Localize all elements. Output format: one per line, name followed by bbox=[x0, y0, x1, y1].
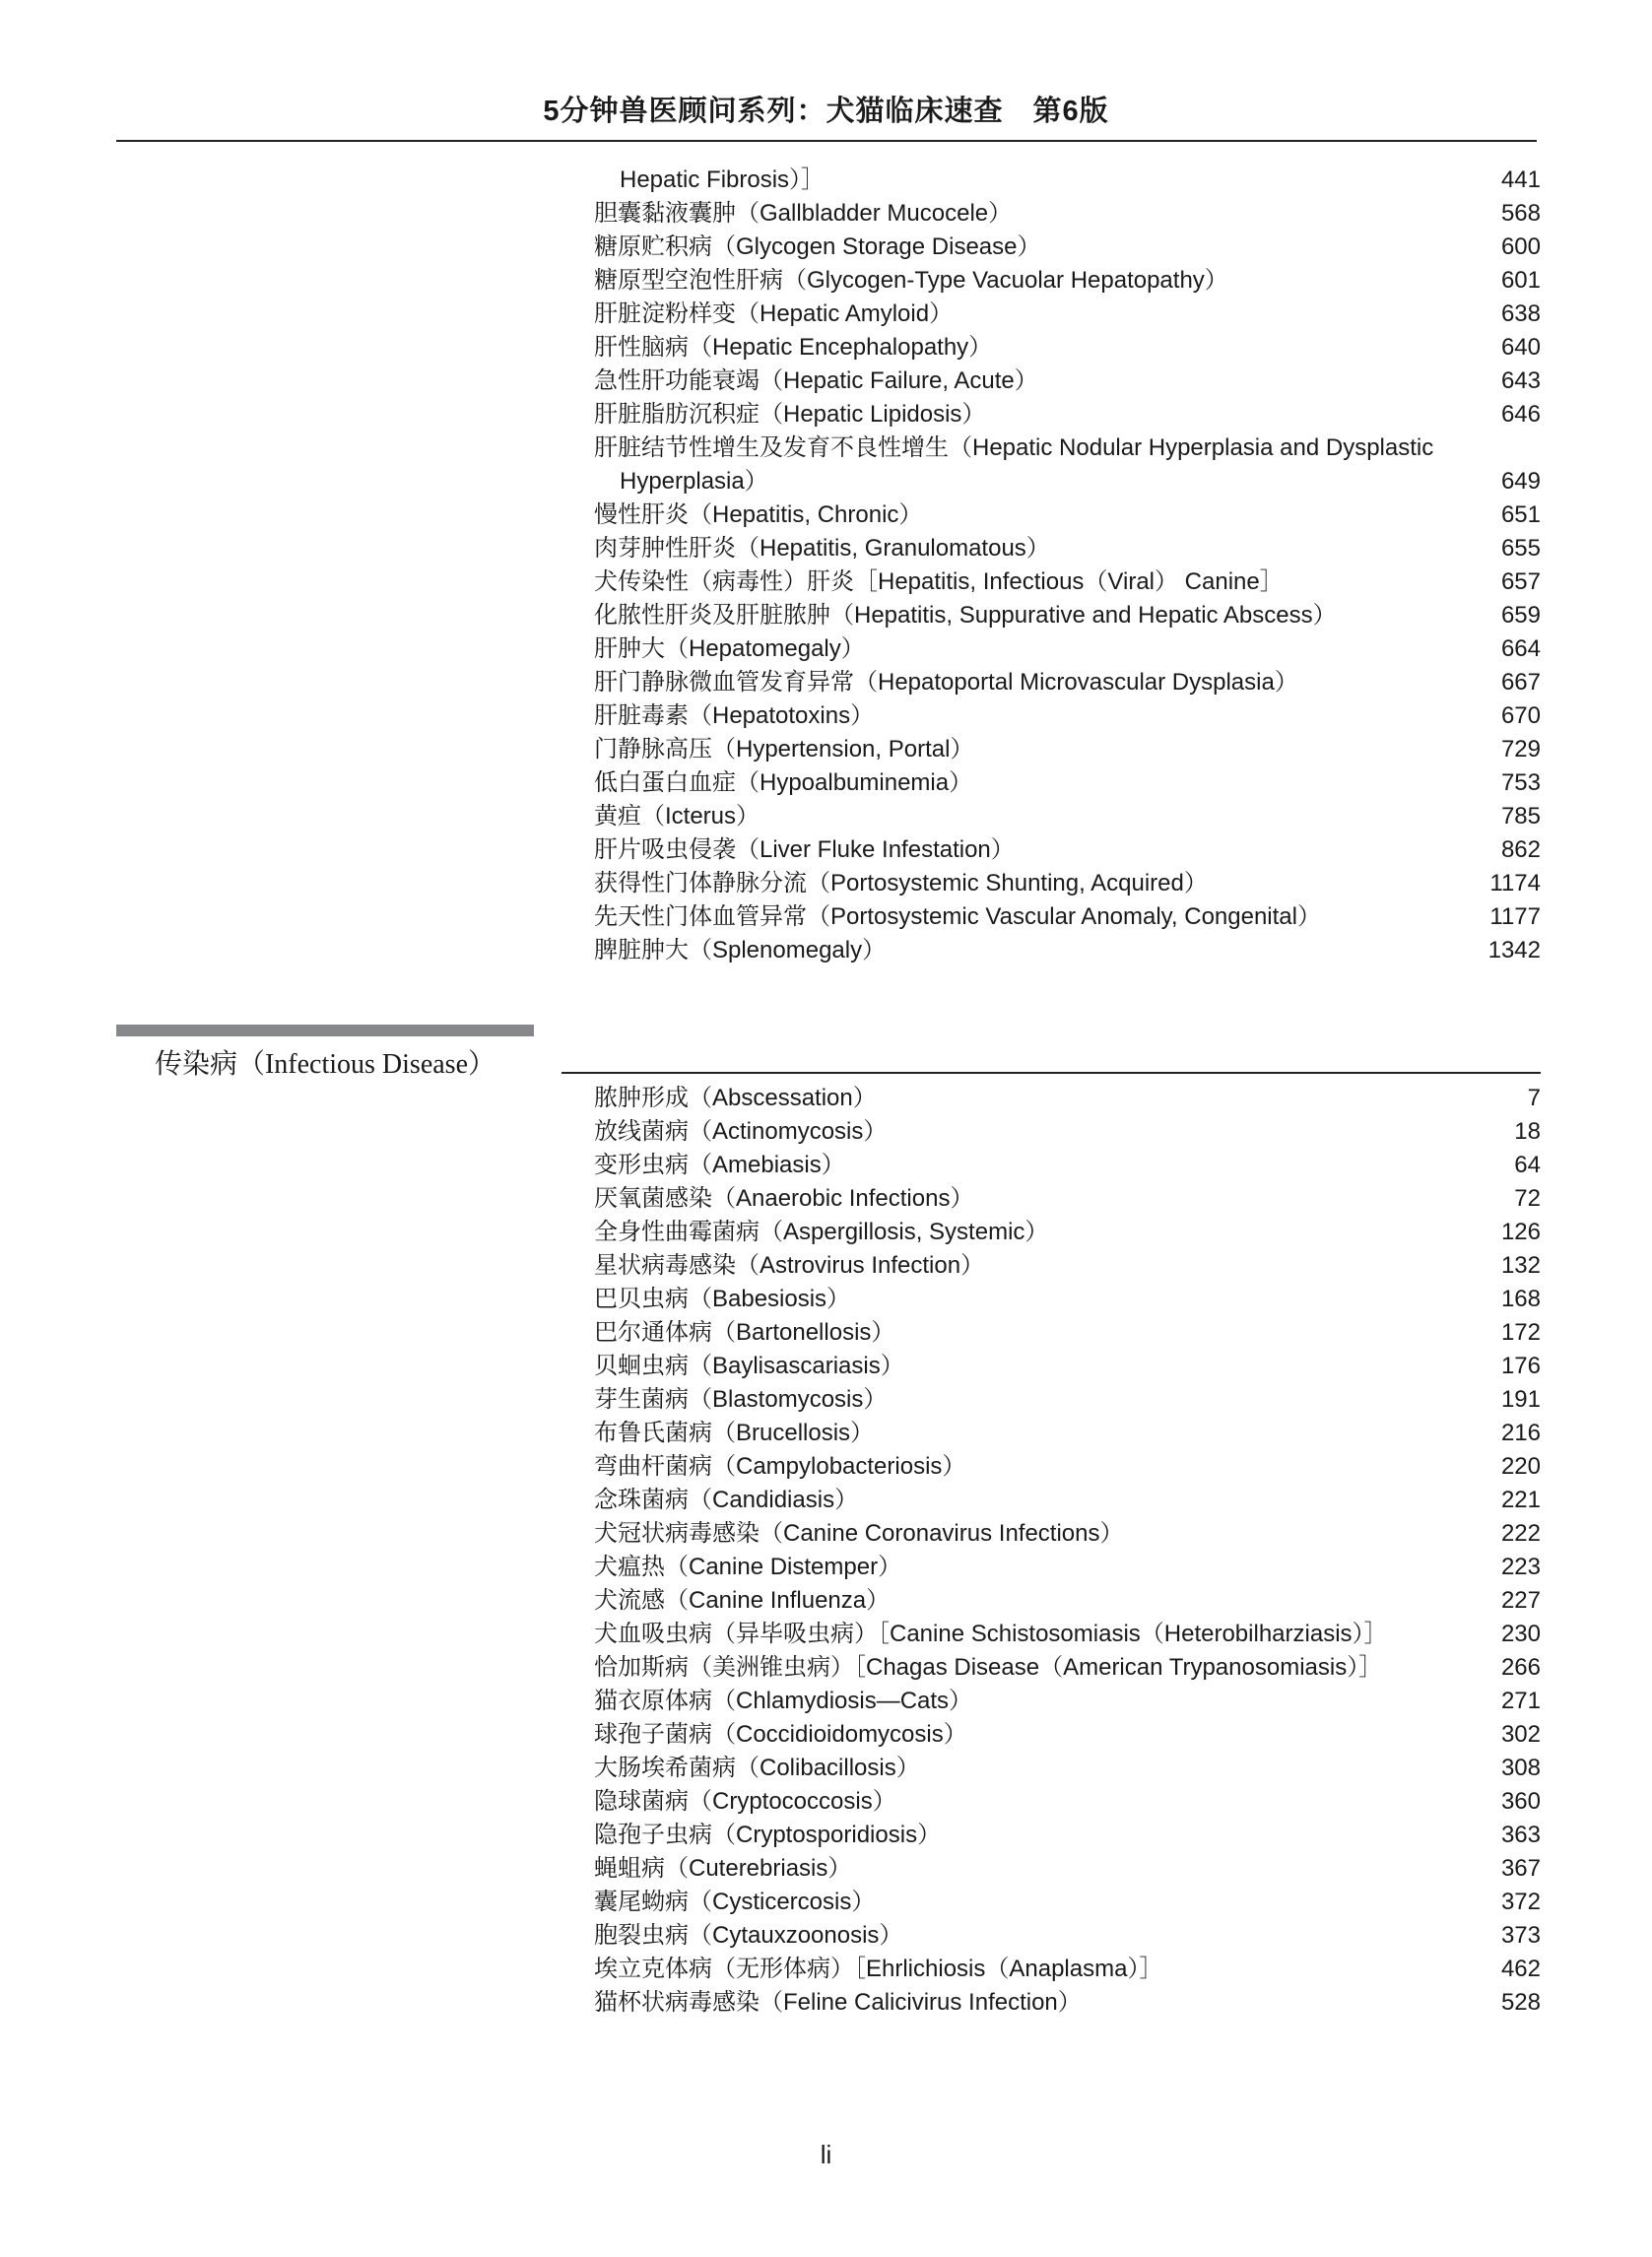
toc-entry-page: 1174 bbox=[1489, 870, 1541, 896]
toc-row bbox=[594, 800, 1541, 833]
toc-entry-title: 肝性脑病（Hepatic Encephalopathy） bbox=[594, 334, 993, 361]
toc-row bbox=[594, 599, 1541, 632]
toc-row bbox=[594, 331, 1541, 365]
toc-row bbox=[562, 1182, 1541, 1216]
toc-row bbox=[594, 532, 1541, 565]
toc-entry-title: 大肠埃希菌病（Colibacillosis） bbox=[594, 1755, 920, 1781]
toc-row bbox=[594, 632, 1541, 666]
toc-entry-page: 785 bbox=[1500, 803, 1541, 830]
toc-entry-title: 肝脏结节性增生及发育不良性增生（Hepatic Nodular Hyperplasia and Dysplastic bbox=[594, 434, 1434, 461]
toc-entry-title: 慢性肝炎（Hepatitis, Chronic） bbox=[594, 501, 923, 528]
toc-entry-page: 360 bbox=[1500, 1788, 1541, 1815]
toc-row bbox=[562, 1450, 1541, 1484]
toc-entry-page: 649 bbox=[1500, 468, 1541, 495]
toc-entry-title: 布鲁氏菌病（Brucellosis） bbox=[594, 1420, 875, 1446]
toc-entry-page: 168 bbox=[1500, 1286, 1541, 1312]
toc-entry-page: 1342 bbox=[1487, 937, 1541, 963]
toc-row bbox=[562, 1283, 1541, 1316]
toc-row bbox=[562, 1886, 1541, 1919]
toc-entry-title: 肝脏淀粉样变（Hepatic Amyloid） bbox=[594, 300, 954, 327]
toc-entry-title: 囊尾蚴病（Cysticercosis） bbox=[594, 1889, 876, 1915]
toc-entry-page: 132 bbox=[1500, 1252, 1541, 1279]
toc-entry-title: 糖原贮积病（Glycogen Storage Disease） bbox=[594, 233, 1041, 260]
toc-entry-title: 先天性门体血管异常（Portosystemic Vascular Anomaly, Congenital） bbox=[594, 903, 1321, 930]
toc-entry-page: 655 bbox=[1500, 535, 1541, 562]
toc-row bbox=[594, 365, 1541, 398]
toc-row bbox=[562, 1986, 1541, 2020]
toc-entry-title: Hepatic Fibrosis）］ bbox=[620, 166, 826, 193]
toc-entry-title: 隐球菌病（Cryptococcosis） bbox=[594, 1788, 896, 1815]
toc-entry-page: 308 bbox=[1500, 1755, 1541, 1781]
toc-entry-page: 230 bbox=[1500, 1621, 1541, 1647]
toc-row bbox=[594, 498, 1541, 532]
toc-entry-title: 贝蛔虫病（Baylisascariasis） bbox=[594, 1353, 904, 1379]
toc-entry-title: 肝肿大（Hepatomegaly） bbox=[594, 635, 865, 662]
toc-row bbox=[562, 1953, 1541, 1986]
toc-row bbox=[594, 900, 1541, 934]
toc-entry-page: 191 bbox=[1500, 1386, 1541, 1413]
toc-entry-page: 643 bbox=[1500, 367, 1541, 394]
toc-entry-title: 犬血吸虫病（异毕吸虫病）［Canine Schistosomiasis（Heterobilharziasis）］ bbox=[594, 1621, 1388, 1647]
toc-entry-title: 巴尔通体病（Bartonellosis） bbox=[594, 1319, 895, 1346]
toc-entry-title: 恰加斯病（美洲锥虫病）［Chagas Disease（American Trypanosomiasis）］ bbox=[594, 1654, 1383, 1681]
page-number: li bbox=[820, 2140, 832, 2169]
toc-entry-page: 528 bbox=[1500, 1989, 1541, 2016]
toc-row bbox=[562, 1484, 1541, 1517]
toc-entry-page: 373 bbox=[1500, 1922, 1541, 1949]
toc-entry-page: 462 bbox=[1500, 1956, 1541, 1982]
toc-row bbox=[562, 1082, 1541, 1115]
toc-row bbox=[562, 1350, 1541, 1383]
toc-entry-title: 埃立克体病（无形体病）［Ehrlichiosis（Anaplasma）］ bbox=[594, 1956, 1163, 1982]
toc-entry-title: 犬瘟热（Canine Distemper） bbox=[594, 1554, 902, 1580]
toc-entry-page: 664 bbox=[1500, 635, 1541, 662]
toc-row bbox=[562, 1685, 1541, 1718]
toc-row bbox=[562, 1852, 1541, 1886]
toc-entry-title: Hyperplasia） bbox=[620, 468, 768, 495]
toc-entry-title: 急性肝功能衰竭（Hepatic Failure, Acute） bbox=[594, 367, 1038, 394]
toc-row bbox=[594, 699, 1541, 733]
toc-entry-title: 肉芽肿性肝炎（Hepatitis, Granulomatous） bbox=[594, 535, 1050, 562]
toc-entry-title: 获得性门体静脉分流（Portosystemic Shunting, Acquired） bbox=[594, 870, 1208, 896]
toc-entry-page: 670 bbox=[1500, 702, 1541, 729]
toc-row bbox=[594, 733, 1541, 766]
toc-row bbox=[594, 766, 1541, 800]
toc-entry-page: 72 bbox=[1514, 1185, 1541, 1212]
toc-row bbox=[562, 1249, 1541, 1283]
toc-entry-page: 862 bbox=[1500, 836, 1541, 863]
toc-entry-title: 弯曲杆菌病（Campylobacteriosis） bbox=[594, 1453, 966, 1480]
toc-entry-title: 全身性曲霉菌病（Aspergillosis, Systemic） bbox=[594, 1219, 1049, 1245]
toc-entry-page: 216 bbox=[1500, 1420, 1541, 1446]
section-divider-bar bbox=[116, 1025, 534, 1036]
toc-entry-title: 球孢子菌病（Coccidioidomycosis） bbox=[594, 1721, 967, 1748]
toc-entry-page: 657 bbox=[1500, 568, 1541, 595]
toc-row bbox=[594, 264, 1541, 298]
toc-row bbox=[594, 164, 1541, 197]
toc-entry-title: 肝脏毒素（Hepatotoxins） bbox=[594, 702, 875, 729]
toc-entry-title: 芽生菌病（Blastomycosis） bbox=[594, 1386, 888, 1413]
toc-entry-page: 266 bbox=[1500, 1654, 1541, 1681]
toc-row bbox=[562, 1383, 1541, 1417]
toc-row bbox=[562, 1115, 1541, 1149]
toc-entry-page: 659 bbox=[1500, 602, 1541, 629]
toc-row bbox=[562, 1919, 1541, 1953]
toc-entry-title: 胆囊黏液囊肿（Gallbladder Mucocele） bbox=[594, 200, 1013, 227]
toc-entry-title: 肝门静脉微血管发育异常（Hepatoportal Microvascular Dysplasia） bbox=[594, 669, 1298, 696]
toc-entry-page: 1177 bbox=[1489, 903, 1541, 930]
toc-list-liver-continued bbox=[594, 164, 1541, 967]
toc-entry-title: 厌氧菌感染（Anaerobic Infections） bbox=[594, 1185, 974, 1212]
toc-row bbox=[562, 1785, 1541, 1819]
toc-row bbox=[594, 666, 1541, 699]
toc-row bbox=[562, 1316, 1541, 1350]
toc-entry-title: 隐孢子虫病（Cryptosporidiosis） bbox=[594, 1822, 942, 1848]
toc-entry-title: 门静脉高压（Hypertension, Portal） bbox=[594, 736, 974, 763]
toc-row bbox=[562, 1417, 1541, 1450]
toc-entry-title: 星状病毒感染（Astrovirus Infection） bbox=[594, 1252, 985, 1279]
toc-row bbox=[562, 1718, 1541, 1752]
toc-row bbox=[594, 867, 1541, 900]
toc-row bbox=[594, 298, 1541, 331]
toc-entry-page: 220 bbox=[1500, 1453, 1541, 1480]
toc-entry-page: 227 bbox=[1500, 1587, 1541, 1614]
toc-entry-page: 64 bbox=[1514, 1152, 1541, 1178]
toc-entry-title: 低白蛋白血症（Hypoalbuminemia） bbox=[594, 769, 973, 796]
toc-entry-page: 221 bbox=[1500, 1487, 1541, 1513]
toc-entry-title: 肝脏脂肪沉积症（Hepatic Lipidosis） bbox=[594, 401, 986, 428]
toc-entry-page: 363 bbox=[1500, 1822, 1541, 1848]
toc-entry-title: 犬流感（Canine Influenza） bbox=[594, 1587, 891, 1614]
toc-row bbox=[562, 1819, 1541, 1852]
toc-entry-page: 172 bbox=[1500, 1319, 1541, 1346]
toc-entry-page: 222 bbox=[1500, 1520, 1541, 1547]
toc-row bbox=[594, 565, 1541, 599]
toc-entry-title: 犬传染性（病毒性）肝炎［Hepatitis, Infectious（Viral） Canine］ bbox=[594, 568, 1284, 595]
toc-row bbox=[594, 934, 1541, 967]
toc-entry-page: 600 bbox=[1500, 233, 1541, 260]
toc-entry-page: 640 bbox=[1500, 334, 1541, 361]
toc-entry-title: 念珠菌病（Candidiasis） bbox=[594, 1487, 859, 1513]
page-title: 5分钟兽医顾问系列：犬猫临床速查 第6版 bbox=[543, 96, 1109, 127]
toc-row bbox=[594, 231, 1541, 264]
toc-row bbox=[562, 1651, 1541, 1685]
toc-entry-page: 176 bbox=[1500, 1353, 1541, 1379]
toc-entry-title: 变形虫病（Amebiasis） bbox=[594, 1152, 845, 1178]
toc-entry-page: 441 bbox=[1500, 166, 1541, 193]
toc-row bbox=[562, 1752, 1541, 1785]
toc-entry-page: 601 bbox=[1500, 267, 1541, 294]
toc-row bbox=[594, 398, 1541, 431]
toc-entry-page: 126 bbox=[1500, 1219, 1541, 1245]
toc-entry-page: 302 bbox=[1500, 1721, 1541, 1748]
toc-entry-page: 651 bbox=[1500, 501, 1541, 528]
toc-row bbox=[562, 1584, 1541, 1618]
toc-entry-page: 18 bbox=[1514, 1118, 1541, 1145]
toc-entry-page: 729 bbox=[1500, 736, 1541, 763]
toc-entry-title: 黄疸（Icterus） bbox=[594, 803, 760, 830]
toc-row bbox=[562, 1618, 1541, 1651]
toc-entry-title: 蝇蛆病（Cuterebriasis） bbox=[594, 1855, 852, 1882]
toc-entry-title: 巴贝虫病（Babesiosis） bbox=[594, 1286, 851, 1312]
toc-entry-title: 化脓性肝炎及肝脏脓肿（Hepatitis, Suppurative and Hepatic Abscess） bbox=[594, 602, 1337, 629]
toc-entry-title: 糖原型空泡性肝病（Glycogen-Type Vacuolar Hepatopathy） bbox=[594, 267, 1228, 294]
toc-row bbox=[562, 1149, 1541, 1182]
toc-entry-page: 7 bbox=[1527, 1085, 1541, 1111]
header-rule bbox=[116, 140, 1537, 142]
toc-entry-title: 胞裂虫病（Cytauxzoonosis） bbox=[594, 1922, 903, 1949]
toc-entry-page: 646 bbox=[1500, 401, 1541, 428]
toc-row bbox=[594, 833, 1541, 867]
toc-row bbox=[594, 197, 1541, 231]
toc-entry-title: 犬冠状病毒感染（Canine Coronavirus Infections） bbox=[594, 1520, 1124, 1547]
toc-row bbox=[562, 1517, 1541, 1551]
toc-entry-page: 638 bbox=[1500, 300, 1541, 327]
section-title-infectious-disease: 传染病（Infectious Disease） bbox=[154, 1049, 496, 1080]
toc-entry-page: 667 bbox=[1500, 669, 1541, 696]
toc-entry-page: 223 bbox=[1500, 1554, 1541, 1580]
toc-entry-page: 753 bbox=[1500, 769, 1541, 796]
toc-entry-page: 367 bbox=[1500, 1855, 1541, 1882]
toc-entry-title: 猫杯状病毒感染（Feline Calicivirus Infection） bbox=[594, 1989, 1082, 2016]
toc-list-infectious-disease bbox=[562, 1072, 1541, 2020]
toc-entry-title: 脾脏肿大（Splenomegaly） bbox=[594, 937, 887, 963]
toc-entry-title: 肝片吸虫侵袭（Liver Fluke Infestation） bbox=[594, 836, 1015, 863]
toc-row bbox=[594, 431, 1541, 465]
toc-entry-page: 372 bbox=[1500, 1889, 1541, 1915]
toc-entry-title: 放线菌病（Actinomycosis） bbox=[594, 1118, 888, 1145]
toc-row bbox=[562, 1216, 1541, 1249]
toc-entry-title: 猫衣原体病（Chlamydiosis—Cats） bbox=[594, 1688, 973, 1714]
toc-row bbox=[562, 1551, 1541, 1584]
toc-row bbox=[594, 465, 1541, 498]
toc-entry-page: 271 bbox=[1500, 1688, 1541, 1714]
toc-entry-page: 568 bbox=[1500, 200, 1541, 227]
toc-entry-title: 脓肿形成（Abscessation） bbox=[594, 1085, 877, 1111]
